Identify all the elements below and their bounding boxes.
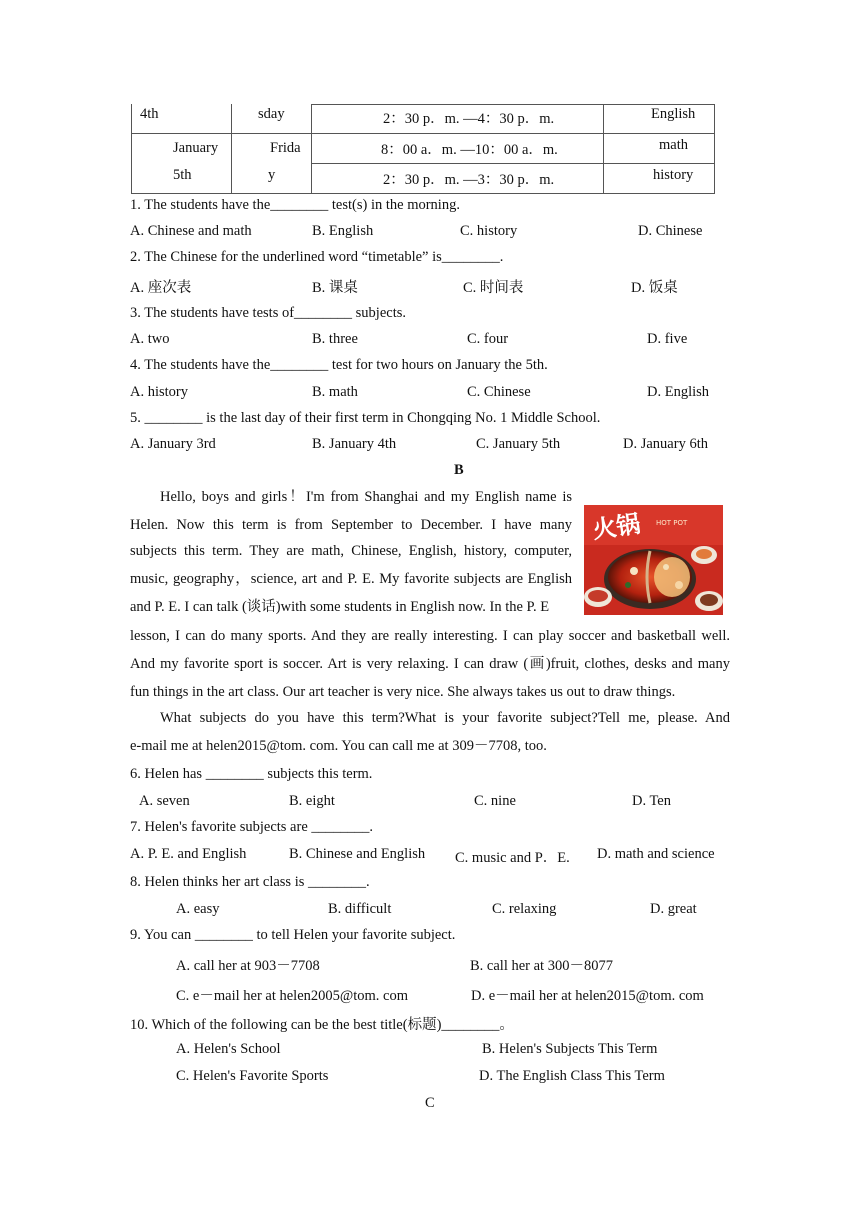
option: D. January 6th xyxy=(623,436,708,452)
option: A. Helen's School xyxy=(176,1041,281,1057)
table-border xyxy=(231,104,232,194)
option: B. three xyxy=(312,331,358,347)
image-title-text: 火锅 xyxy=(590,508,643,545)
question: 7. Helen's favorite subjects are ________. xyxy=(130,819,374,835)
option: C. Helen's Favorite Sports xyxy=(176,1068,329,1084)
option: C. music and P．E. xyxy=(455,850,570,866)
question: 6. Helen has ________ subjects this term. xyxy=(130,766,373,782)
option: D. e－mail her at helen2015@tom. com xyxy=(471,988,704,1004)
question: 3. The students have tests of________ subjects. xyxy=(130,305,407,321)
option: A. two xyxy=(130,331,170,347)
option: A. seven xyxy=(139,793,190,809)
table-cell-day: Frida xyxy=(270,140,301,156)
table-cell-date: 5th xyxy=(173,167,192,183)
table-cell-subject: math xyxy=(659,137,688,153)
passage-line: fun things in the art class. Our art teacher is very nice. She always takes us out to draw things. xyxy=(130,684,676,700)
option: C. 时间表 xyxy=(463,280,524,296)
option: C. nine xyxy=(474,793,516,809)
option: B. English xyxy=(312,223,374,239)
table-border xyxy=(714,104,715,194)
hotpot-image xyxy=(584,505,723,615)
table-cell-date: 4th xyxy=(140,106,159,122)
option: A. P. E. and English xyxy=(130,846,247,862)
question: 4. The students have the________ test for two hours on January the 5th. xyxy=(130,357,548,373)
question: 8. Helen thinks her art class is ________. xyxy=(130,874,370,890)
table-border xyxy=(311,104,312,194)
passage-line: What subjects do you have this term?What is your favorite subject?Tell me, please. And xyxy=(160,710,730,726)
option: B. Helen's Subjects This Term xyxy=(482,1041,658,1057)
table-cell-time: 8：00 a．m. —10：00 a．m. xyxy=(381,142,558,158)
table-border xyxy=(603,104,604,194)
option: A. call her at 903－7708 xyxy=(176,958,320,974)
option: D. 饭桌 xyxy=(631,280,678,296)
option: B. 课桌 xyxy=(312,280,358,296)
passage-line: And my favorite sport is soccer. Art is very relaxing. I can draw (画)fruit, clothes, desks and many xyxy=(130,656,730,672)
table-border xyxy=(311,163,715,164)
option: C. e－mail her at helen2005@tom. com xyxy=(176,988,409,1004)
passage-line: Hello, boys and girls！I'm from Shanghai and my English name is xyxy=(160,489,572,505)
option: B. Chinese and English xyxy=(289,846,426,862)
option: D. Ten xyxy=(632,793,671,809)
option: C. Chinese xyxy=(467,384,531,400)
option: C. four xyxy=(467,331,509,347)
option: C. history xyxy=(460,223,518,239)
table-cell-day: sday xyxy=(258,106,285,122)
table-cell-time: 2：30 p．m. —3：30 p．m. xyxy=(383,172,555,188)
option: D. Chinese xyxy=(638,223,703,239)
option: D. great xyxy=(650,901,697,917)
passage-line: subjects this term. They are math, Chinese, English, history, computer, xyxy=(130,543,572,559)
passage-line: music, geography，science, art and P. E. My favorite subjects are English xyxy=(130,571,572,587)
table-border xyxy=(131,104,132,194)
question: 10. Which of the following can be the best title(标题)________。 xyxy=(130,1017,514,1033)
question: 1. The students have the________ test(s) in the morning. xyxy=(130,197,460,213)
table-border xyxy=(131,133,715,134)
option: A. history xyxy=(130,384,188,400)
option: C. January 5th xyxy=(476,436,561,452)
section-heading-b: B xyxy=(454,462,464,478)
option: B. difficult xyxy=(328,901,392,917)
option: A. January 3rd xyxy=(130,436,216,452)
option: B. math xyxy=(312,384,358,400)
table-cell-subject: history xyxy=(653,167,694,183)
passage-line: Helen. Now this term is from September to December. I have many xyxy=(130,517,572,533)
table-cell-day: y xyxy=(268,167,276,183)
option: D. five xyxy=(647,331,688,347)
option: B. January 4th xyxy=(312,436,397,452)
question: 9. You can ________ to tell Helen your favorite subject. xyxy=(130,927,456,943)
question: 5. ________ is the last day of their first term in Chongqing No. 1 Middle School. xyxy=(130,410,601,426)
table-border xyxy=(131,193,715,194)
option: D. math and science xyxy=(597,846,715,862)
option: A. 座次表 xyxy=(130,280,192,296)
option: D. English xyxy=(647,384,710,400)
passage-line: lesson, I can do many sports. And they are really interesting. I can play soccer and basketball well. xyxy=(130,628,730,644)
table-cell-subject: English xyxy=(651,106,696,122)
option: A. easy xyxy=(176,901,220,917)
option: A. Chinese and math xyxy=(130,223,252,239)
image-caption-text: HOT POT xyxy=(656,519,688,527)
table-border xyxy=(311,104,715,105)
table-cell-time: 2：30 p．m. —4：30 p．m. xyxy=(383,111,555,127)
option: D. The English Class This Term xyxy=(479,1068,665,1084)
option: B. call her at 300－8077 xyxy=(470,958,613,974)
passage-line: and P. E. I can talk (谈话)with some students in English now. In the P. E xyxy=(130,599,550,615)
passage-line: e-mail me at helen2015@tom. com. You can call me at 309－7708, too. xyxy=(130,738,547,754)
section-heading-c: C xyxy=(425,1095,435,1111)
option: B. eight xyxy=(289,793,335,809)
question: 2. The Chinese for the underlined word “timetable” is________. xyxy=(130,249,504,265)
option: C. relaxing xyxy=(492,901,557,917)
table-cell-date: January xyxy=(173,140,219,156)
